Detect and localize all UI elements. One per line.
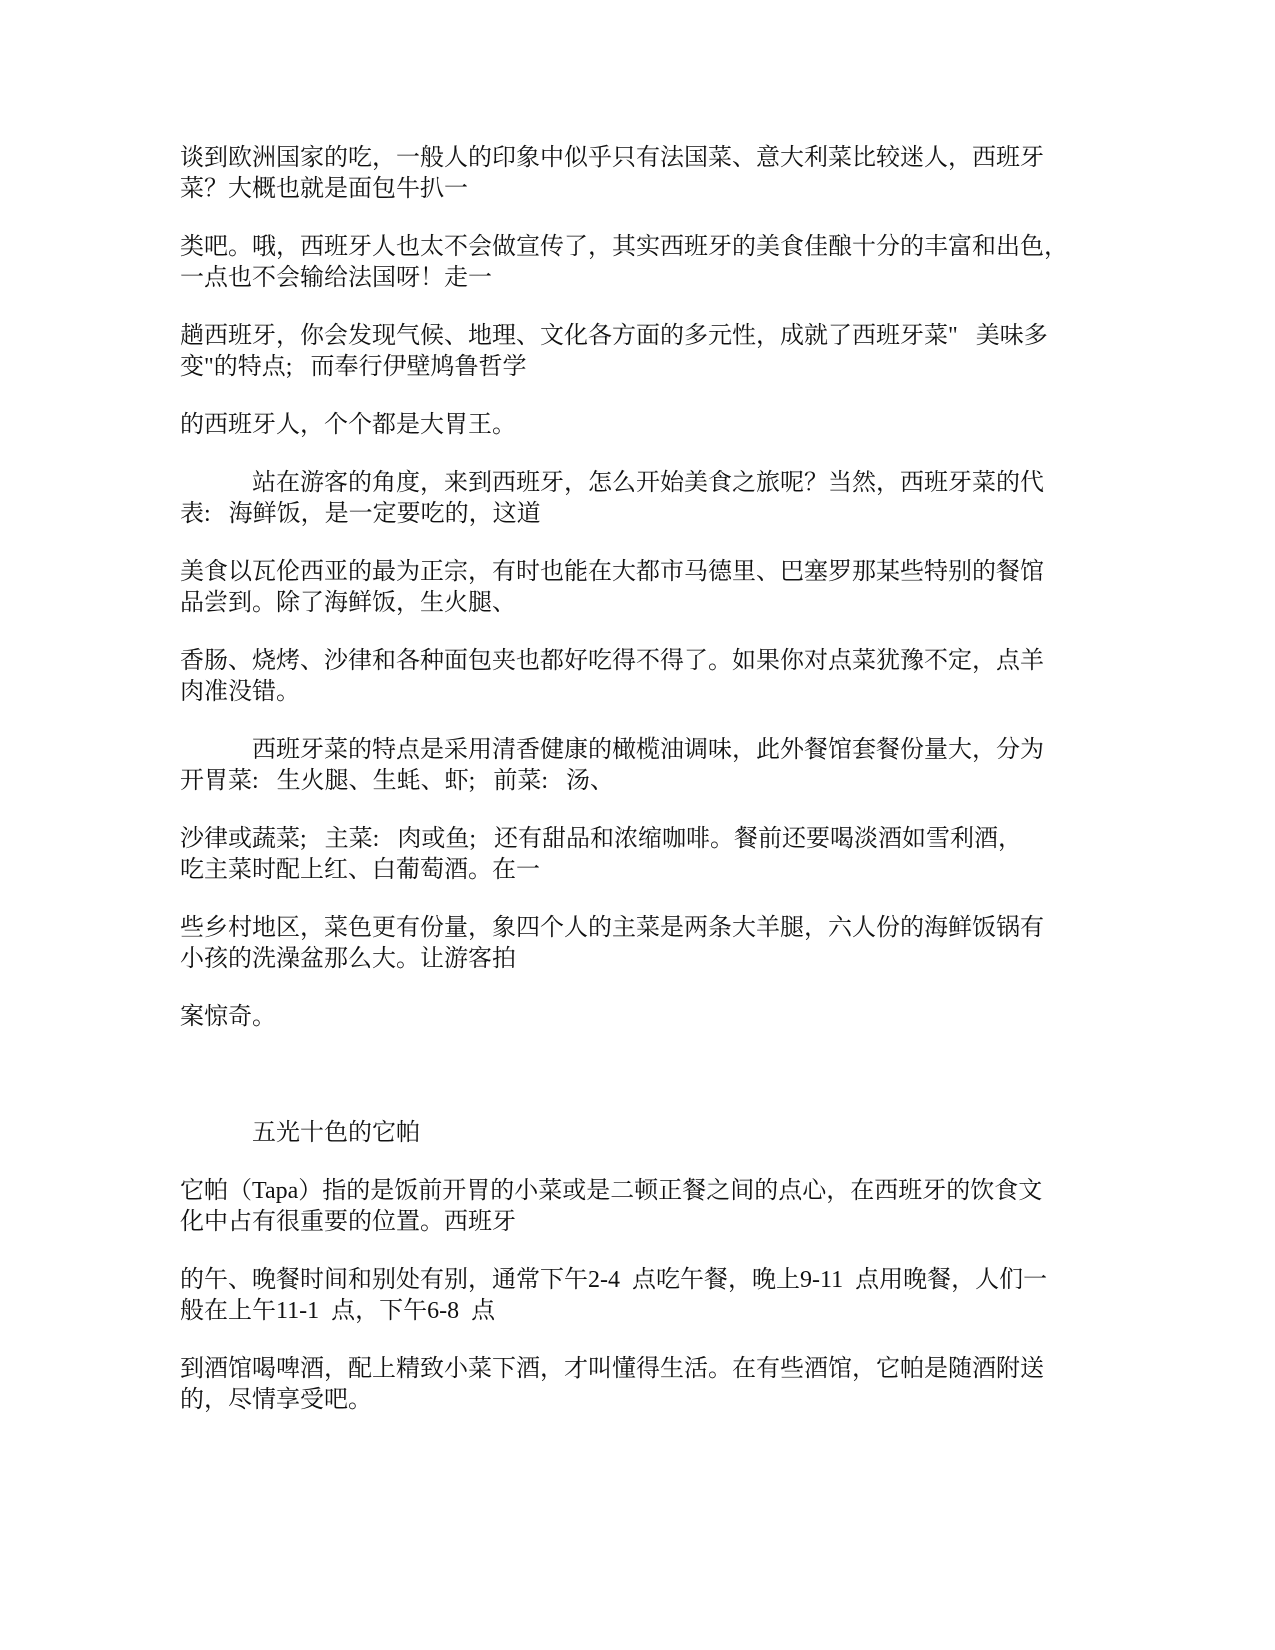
paragraph xyxy=(180,913,1080,975)
text-line: 的，尽情享受吧。 xyxy=(180,1387,372,1413)
paragraph xyxy=(180,824,1080,886)
paragraph xyxy=(180,1265,1080,1327)
paragraph xyxy=(180,410,1080,441)
text-line: 变"的特点; 而奉行伊壁鸠鲁哲学 xyxy=(180,354,527,380)
text-line: 小孩的洗澡盆那么大。让游客拍 xyxy=(180,946,516,972)
text-line: 的午、晚餐时间和别处有别，通常下午2-4 点吃午餐，晚上9-11 点用晚餐，人们一 xyxy=(180,1267,1048,1293)
text-line: 表: 海鲜饭，是一定要吃的，这道 xyxy=(180,501,541,527)
text-line: 般在上午11-1 点，下午6-8 点 xyxy=(180,1298,496,1324)
text-line: 美食以瓦伦西亚的最为正宗，有时也能在大都市马德里、巴塞罗那某些特别的餐馆 xyxy=(180,559,1044,585)
text-line: 谈到欧洲国家的吃，一般人的印象中似乎只有法国菜、意大利菜比较迷人，西班牙 xyxy=(180,145,1044,171)
text-line: 菜？大概也就是面包牛扒一 xyxy=(180,176,468,202)
paragraph xyxy=(180,1002,1080,1033)
text-line: 品尝到。除了海鲜饭，生火腿、 xyxy=(180,590,516,616)
text-line: 到酒馆喝啤酒，配上精致小菜下酒，才叫懂得生活。在有些酒馆，它帕是随酒附送 xyxy=(180,1356,1044,1382)
paragraph xyxy=(180,232,1080,294)
paragraph xyxy=(180,1176,1080,1238)
text-line: 沙律或蔬菜; 主菜: 肉或鱼; 还有甜品和浓缩咖啡。餐前还要喝淡酒如雪利酒， xyxy=(180,826,1023,852)
paragraph xyxy=(180,1354,1080,1416)
text-line: 化中占有很重要的位置。西班牙 xyxy=(180,1209,516,1235)
text-line: 些乡村地区，菜色更有份量，象四个人的主菜是两条大羊腿，六人份的海鲜饭锅有 xyxy=(180,915,1044,941)
text-line: 香肠、烧烤、沙律和各种面包夹也都好吃得不得了。如果你对点菜犹豫不定，点羊 xyxy=(180,648,1044,674)
text-line: 案惊奇。 xyxy=(180,1004,276,1030)
text-line: 一点也不会输给法国呀！走一 xyxy=(180,265,492,291)
section-heading: 五光十色的它帕 xyxy=(252,1120,420,1146)
text-line: 的西班牙人，个个都是大胃王。 xyxy=(180,412,516,438)
blank-line xyxy=(180,1060,1080,1118)
paragraph xyxy=(180,321,1080,383)
paragraph xyxy=(180,468,1080,530)
text-line: 站在游客的角度，来到西班牙，怎么开始美食之旅呢？当然，西班牙菜的代 xyxy=(252,470,1044,496)
text-line: 开胃菜: 生火腿、生蚝、虾; 前菜: 汤、 xyxy=(180,768,615,794)
paragraph xyxy=(180,646,1080,708)
text-line: 趟西班牙，你会发现气候、地理、文化各方面的多元性，成就了西班牙菜" 美味多 xyxy=(180,323,1048,349)
paragraph xyxy=(180,557,1080,619)
paragraph xyxy=(180,143,1080,205)
text-line: 类吧。哦，西班牙人也太不会做宣传了，其实西班牙的美食佳酿十分的丰富和出色， xyxy=(180,234,1068,260)
section-heading-block xyxy=(180,1118,1080,1149)
paragraph xyxy=(180,735,1080,797)
text-line: 它帕（Tapa）指的是饭前开胃的小菜或是二顿正餐之间的点心，在西班牙的饮食文 xyxy=(180,1178,1043,1204)
document-page xyxy=(180,143,1080,1443)
text-line: 西班牙菜的特点是采用清香健康的橄榄油调味，此外餐馆套餐份量大，分为 xyxy=(252,737,1044,763)
text-line: 肉准没错。 xyxy=(180,679,300,705)
text-line: 吃主菜时配上红、白葡萄酒。在一 xyxy=(180,857,540,883)
